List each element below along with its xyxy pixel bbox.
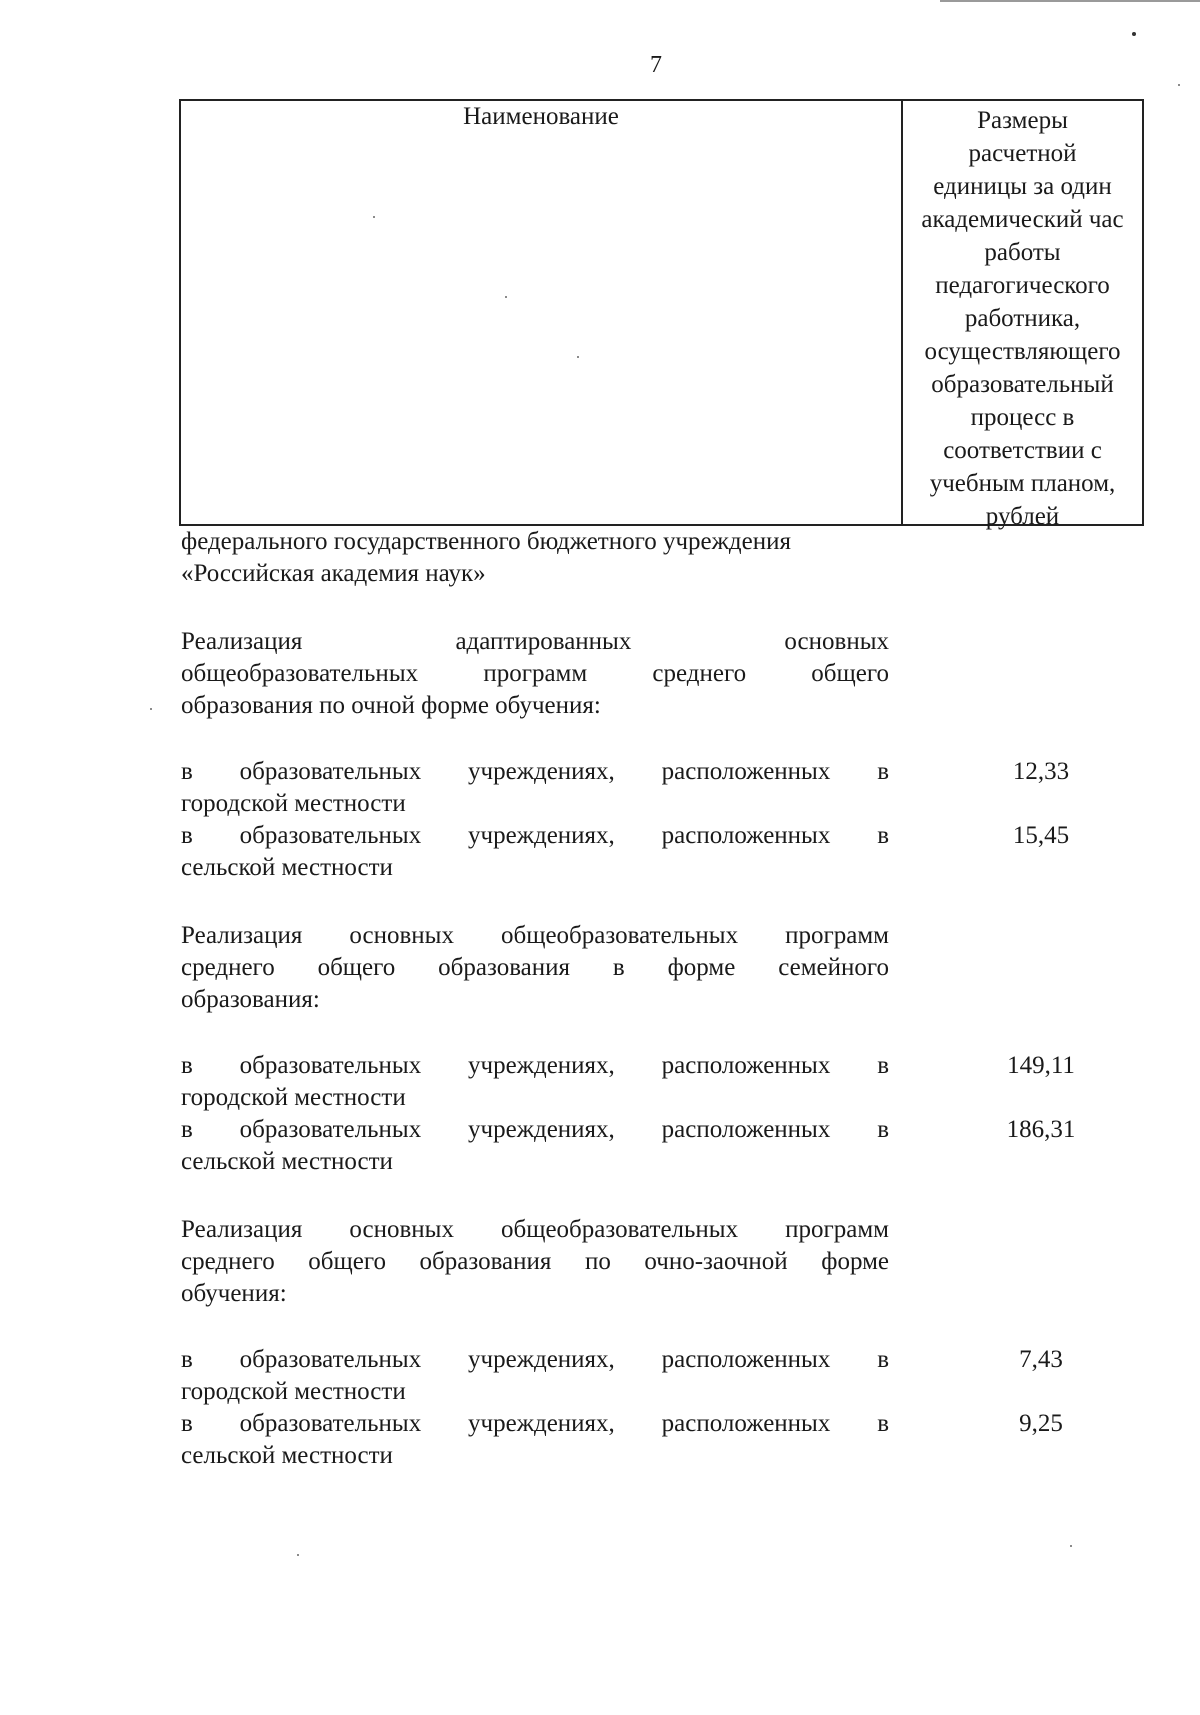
row-value: 186,31 — [1006, 1116, 1076, 1143]
table-row — [181, 1114, 1136, 1178]
header-size-line: работы — [984, 239, 1061, 266]
intro-line: федерального государственного бюджетного учреждения — [181, 528, 791, 555]
table-row — [181, 1408, 1136, 1472]
row-label-line: в образовательных учреждениях, расположенных в — [181, 1116, 889, 1143]
header-size-line: соответствии с — [943, 437, 1102, 464]
header-size-line: Размеры — [977, 107, 1068, 134]
column-header-name: Наименование — [463, 103, 619, 130]
scan-speck — [297, 1554, 299, 1556]
row-label-line: городской местности — [181, 1378, 406, 1405]
table-row — [181, 756, 1136, 820]
section-adapted-full-time — [181, 626, 1136, 884]
header-size-line: учебным планом, — [929, 470, 1116, 497]
section-title-line: общеобразовательных программ среднего общего — [181, 660, 889, 687]
scan-speck — [1132, 32, 1136, 36]
table-row — [181, 1344, 1136, 1408]
section-title-line: Реализация основных общеобразовательных программ — [181, 1216, 889, 1243]
header-size-line: работника, — [964, 305, 1081, 332]
section-title-line: образования: — [181, 986, 320, 1013]
table-row — [181, 1050, 1136, 1114]
header-size-line: рублей — [985, 503, 1060, 530]
header-size-line: педагогического — [935, 272, 1110, 299]
header-size-line: академический час — [921, 206, 1124, 233]
row-label-line: в образовательных учреждениях, расположенных в — [181, 758, 889, 785]
scan-speck — [373, 216, 375, 218]
section-part-time — [181, 1214, 1136, 1472]
row-label-line: в образовательных учреждениях, расположенных в — [181, 1346, 889, 1373]
scan-speck — [1070, 1545, 1072, 1547]
section-title-line: среднего общего образования по очно-заочной форме — [181, 1248, 889, 1275]
section-title-line: Реализация адаптированных основных — [181, 628, 889, 655]
row-value: 15,45 — [1012, 822, 1070, 849]
row-label-line: в образовательных учреждениях, расположенных в — [181, 1410, 889, 1437]
row-value: 12,33 — [1012, 758, 1070, 785]
header-size-line: расчетной — [968, 140, 1077, 167]
row-value: 9,25 — [1019, 1410, 1063, 1437]
row-label-line: сельской местности — [181, 1148, 393, 1175]
row-value: 7,43 — [1019, 1346, 1063, 1373]
row-label-line: в образовательных учреждениях, расположенных в — [181, 822, 889, 849]
row-value: 149,11 — [1007, 1052, 1075, 1079]
section-title-line: образования по очной форме обучения: — [181, 692, 601, 719]
section-title-line: Реализация основных общеобразовательных программ — [181, 922, 889, 949]
intro-line: «Российская академия наук» — [181, 560, 486, 587]
row-label-line: городской местности — [181, 790, 406, 817]
header-size-line: осуществляющего — [924, 338, 1121, 365]
scan-speck — [505, 296, 507, 298]
document-body — [181, 526, 1136, 1472]
scan-speck — [150, 708, 152, 710]
section-family-education — [181, 920, 1136, 1178]
section-title-line: среднего общего образования в форме семейного — [181, 954, 889, 981]
header-size-line: образовательный — [931, 371, 1114, 398]
row-label-line: сельской местности — [181, 1442, 393, 1469]
header-size-line: процесс в — [970, 404, 1075, 431]
section-title-line: обучения: — [181, 1280, 287, 1307]
table-row — [181, 820, 1136, 884]
page-number: 7 — [650, 52, 662, 78]
scan-speck — [1178, 84, 1180, 86]
scan-edge-line — [940, 0, 1200, 2]
header-size-line: единицы за один — [933, 173, 1112, 200]
table-header — [179, 99, 1144, 530]
scan-speck — [577, 356, 579, 358]
row-label-line: в образовательных учреждениях, расположенных в — [181, 1052, 889, 1079]
row-label-line: сельской местности — [181, 854, 393, 881]
row-label-line: городской местности — [181, 1084, 406, 1111]
column-header-size — [903, 101, 1142, 533]
